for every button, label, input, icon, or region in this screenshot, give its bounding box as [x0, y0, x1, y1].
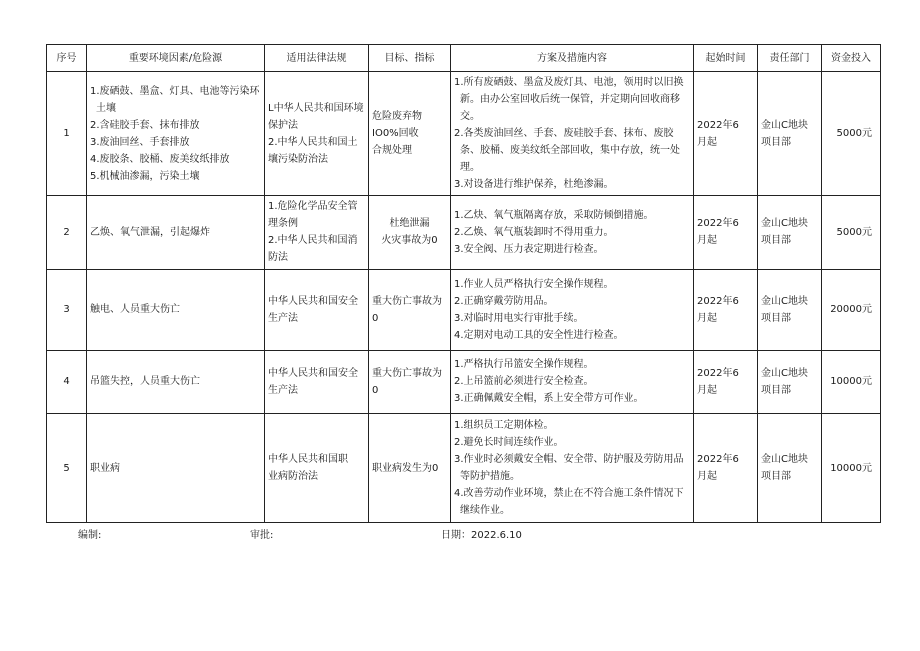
header-laws: 适用法律法规	[265, 45, 369, 72]
cell-laws	[265, 414, 369, 523]
cell-dept-line: 金山C地块	[761, 218, 808, 230]
cell-measures-line: 3.作业时必须戴安全帽、安全带、防护服及劳防用品等防护措施。	[454, 454, 684, 483]
cell-start	[694, 414, 758, 523]
cell-measures	[451, 350, 694, 413]
cell-laws-line: 业病防治法	[268, 471, 318, 483]
cell-measures-line: 2.乙焕、氧气瓶装卸时不得用重力。	[454, 226, 614, 238]
cell-dept	[758, 350, 822, 413]
cell-measures-line: 3.对设备进行维护保养，杜绝渗漏。	[454, 179, 614, 191]
table-row	[47, 414, 881, 523]
cell-targets	[369, 72, 451, 196]
cell-dept-line: 项目部	[761, 471, 791, 483]
table-row	[47, 72, 881, 196]
header-no: 序号	[47, 45, 87, 72]
cell-targets-line: 重大伤亡事故为0	[372, 295, 442, 324]
cell-start-line: 2022年6	[697, 119, 739, 131]
cell-targets	[369, 269, 451, 350]
cell-targets	[369, 350, 451, 413]
cell-laws-line: 2.中华人民共和国土壤污染防治法	[268, 136, 358, 165]
cell-measures-line: 1.组织员工定期体检。	[454, 420, 554, 432]
cell-hazard-line: 1.废硒鼓、墨盒、灯具、电池等污染环土壤	[90, 85, 260, 114]
cell-fund: 10000元	[822, 414, 881, 523]
header-fund: 资金投入	[822, 45, 881, 72]
header-measures: 方案及措施内容	[451, 45, 694, 72]
cell-no: 3	[47, 269, 87, 350]
cell-fund: 10000元	[822, 350, 881, 413]
cell-laws	[265, 269, 369, 350]
cell-laws-line: 1.危险化学品安全管理条例	[268, 201, 358, 230]
cell-dept-line: 项目部	[761, 384, 791, 396]
cell-start-line: 2022年6	[697, 295, 739, 307]
header-hazard: 重要环境因素/危险源	[87, 45, 265, 72]
cell-measures	[451, 414, 694, 523]
cell-laws	[265, 196, 369, 269]
cell-start-line: 月起	[697, 136, 717, 148]
cell-fund: 20000元	[822, 269, 881, 350]
cell-dept-line: 金山C地块	[761, 367, 808, 379]
cell-hazard-line: 2.含硅胶手套、抹布排放	[90, 119, 200, 131]
table-row	[47, 196, 881, 269]
cell-targets-line: 危险废弃物	[372, 111, 422, 123]
cell-laws	[265, 350, 369, 413]
cell-measures-line: 4.定期对电动工具的安全性进行检查。	[454, 329, 624, 341]
cell-start-line: 月起	[697, 471, 717, 483]
cell-dept-line: 金山C地块	[761, 454, 808, 466]
footer-editor: 编制:	[78, 530, 102, 541]
cell-hazard-line: 3.废油回丝、手套排放	[90, 136, 190, 148]
cell-hazard-line: 乙焕、氧气泄漏，引起爆炸	[90, 226, 210, 238]
cell-targets-line: IO0%回收	[372, 128, 419, 140]
cell-measures	[451, 72, 694, 196]
cell-measures-line: 4.改善劳动作业环境，禁止在不符合施工条件情况下继续作业。	[454, 488, 684, 517]
cell-hazard	[87, 196, 265, 269]
header-dept: 责任部门	[758, 45, 822, 72]
cell-measures-line: 1.乙炔、氧气瓶隔离存放，采取防倾倒措施。	[454, 209, 654, 221]
cell-start-line: 2022年6	[697, 367, 739, 379]
cell-dept-line: 项目部	[761, 312, 791, 324]
cell-hazard-line: 4.废胶条、胶桶、废美纹纸排放	[90, 153, 230, 165]
cell-dept-line: 项目部	[761, 235, 791, 247]
footer-review: 审批:	[250, 530, 274, 541]
cell-measures-line: 1.作业人员严格执行安全操作规程。	[454, 278, 614, 290]
header-start: 起始时间	[694, 45, 758, 72]
cell-dept	[758, 269, 822, 350]
cell-start	[694, 269, 758, 350]
table-row	[47, 269, 881, 350]
cell-hazard-line: 5.机械油渗漏，污染土壤	[90, 170, 200, 182]
cell-targets-line: 职业病发生为0	[372, 462, 439, 474]
cell-measures-line: 2.各类废油回丝、手套、废硅胶手套、抹布、废胶条、胶桶、废美纹纸全部回收，集中存放，统一处理。	[454, 128, 680, 174]
cell-targets	[369, 414, 451, 523]
cell-hazard-line: 职业病	[90, 462, 120, 474]
cell-hazard-line: 触电、人员重大伤亡	[90, 304, 180, 316]
cell-measures	[451, 196, 694, 269]
cell-start-line: 月起	[697, 312, 717, 324]
cell-no: 4	[47, 350, 87, 413]
plan-table	[46, 44, 881, 523]
cell-laws-line: L中华人民共和国环境保护法	[268, 102, 364, 131]
cell-no: 1	[47, 72, 87, 196]
cell-measures-line: 1.所有废硒鼓、墨盒及废灯具、电池，领用时以旧换新。由办公室回收后统一保管，并定期向回收商移交。	[454, 77, 684, 123]
cell-hazard	[87, 269, 265, 350]
cell-hazard-line: 吊篮失控，人员重大伤亡	[90, 376, 200, 388]
cell-laws-line: 中华人民共和国安全生产法	[268, 295, 358, 324]
cell-dept-line: 金山C地块	[761, 295, 808, 307]
cell-measures-line: 3.安全阀、压力表定期进行检查。	[454, 243, 604, 255]
cell-targets-line: 合规处理	[372, 145, 412, 157]
cell-fund: 5000元	[822, 196, 881, 269]
cell-start-line: 月起	[697, 384, 717, 396]
cell-hazard	[87, 414, 265, 523]
cell-fund: 5000元	[822, 72, 881, 196]
cell-measures-line: 3.对临时用电实行审批手续。	[454, 312, 584, 324]
cell-laws-line: 中华人民共和国安全生产法	[268, 367, 358, 396]
cell-measures	[451, 269, 694, 350]
cell-dept-line: 项目部	[761, 136, 791, 148]
cell-laws-line: 中华人民共和国职	[268, 454, 348, 466]
cell-start	[694, 196, 758, 269]
cell-no: 5	[47, 414, 87, 523]
cell-dept	[758, 414, 822, 523]
cell-start-line: 2022年6	[697, 454, 739, 466]
cell-dept	[758, 72, 822, 196]
cell-start	[694, 350, 758, 413]
cell-targets-line: 杜绝泄漏	[389, 218, 430, 230]
cell-laws	[265, 72, 369, 196]
cell-hazard	[87, 72, 265, 196]
cell-start-line: 2022年6	[697, 218, 739, 230]
footer-date: 日期：2022.6.10	[441, 530, 522, 541]
cell-start	[694, 72, 758, 196]
cell-no: 2	[47, 196, 87, 269]
cell-measures-line: 2.避免长时间连续作业。	[454, 437, 564, 449]
cell-measures-line: 3.正确佩戴安全帽，系上安全带方可作业。	[454, 393, 644, 405]
cell-targets-line: 重大伤亡事故为0	[372, 367, 442, 396]
cell-start-line: 月起	[697, 235, 717, 247]
cell-measures-line: 1.严格执行吊篮安全操作规程。	[454, 359, 594, 371]
cell-measures-line: 2.上吊篮前必须进行安全检查。	[454, 376, 594, 388]
cell-dept	[758, 196, 822, 269]
cell-targets	[369, 196, 451, 269]
table-row	[47, 350, 881, 413]
cell-measures-line: 2.正确穿戴劳防用品。	[454, 295, 554, 307]
table-header-row	[47, 45, 881, 72]
header-targets: 目标、指标	[369, 45, 451, 72]
cell-targets-line: 火灾事故为0	[381, 235, 438, 247]
cell-hazard	[87, 350, 265, 413]
cell-laws-line: 2.中华人民共和国消防法	[268, 235, 358, 264]
cell-dept-line: 金山C地块	[761, 119, 808, 131]
